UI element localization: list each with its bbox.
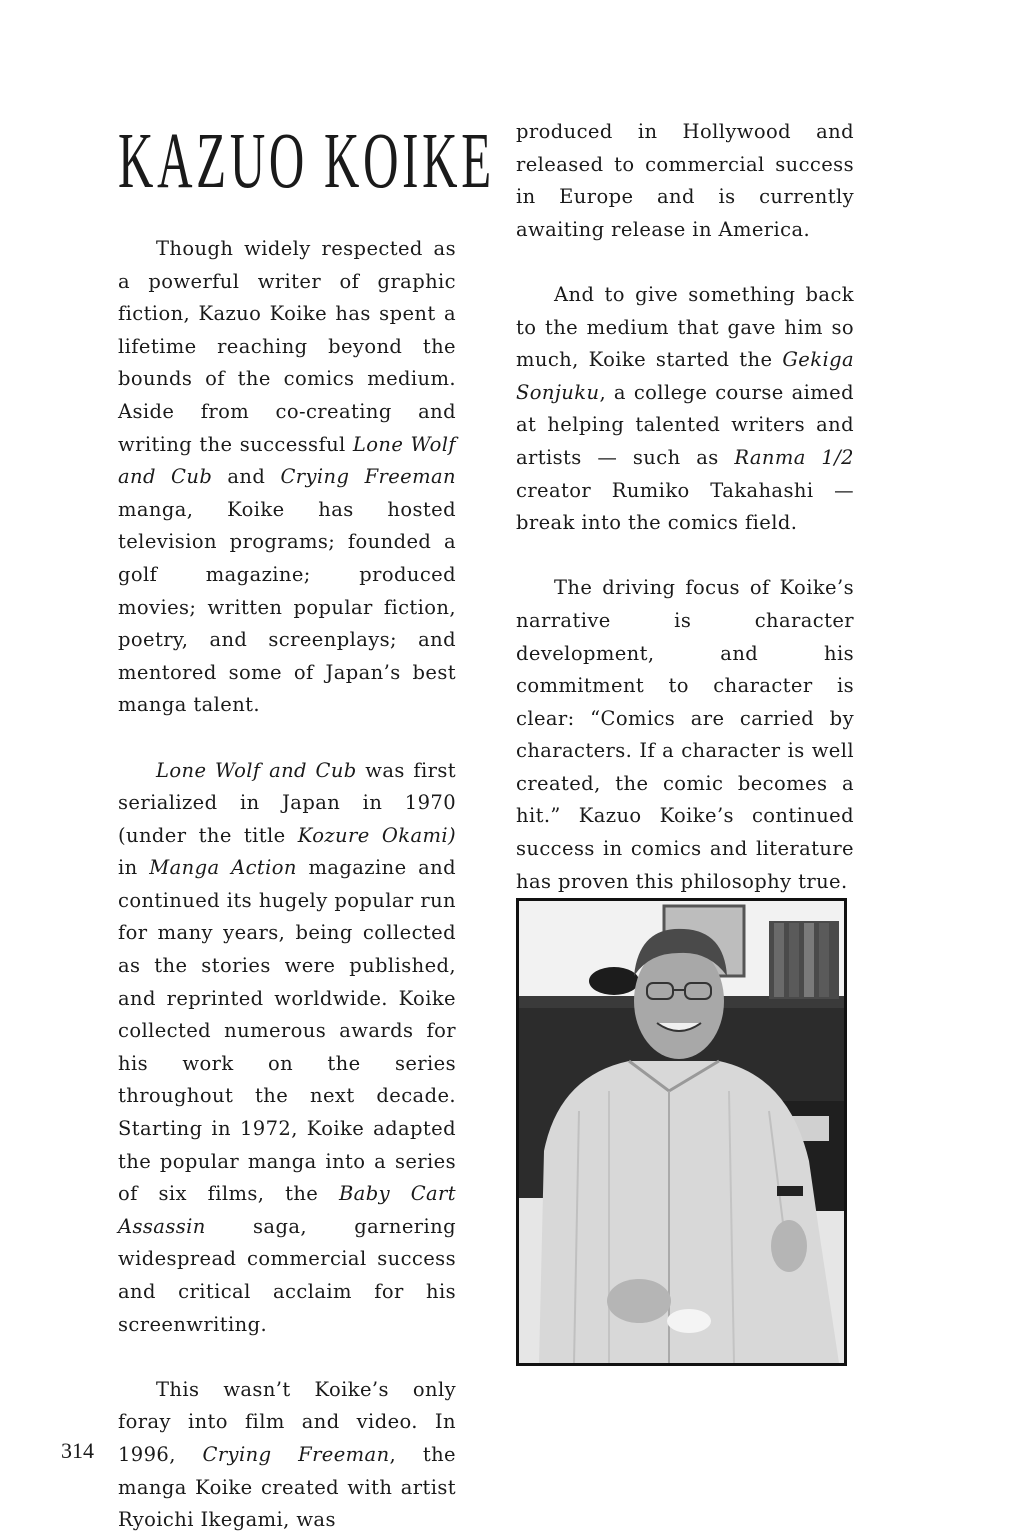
portrait-photo <box>519 901 844 1363</box>
text-run: Though widely respected as a powerful writer of graphic fiction, Kazuo Koike has spent a lifetime reaching beyond the bounds of the comics medium. Aside from co-creating and writing the successful <box>118 237 456 456</box>
text-run: , a college course aimed at helping talented writers and artists — such as <box>516 380 854 469</box>
page-number: 314 <box>61 1438 94 1463</box>
italic-title: Manga Action <box>149 856 297 880</box>
italic-title: Lone Wolf and Cub <box>118 432 456 489</box>
text-run: was first serialized in Japan in 1970 (under the title <box>118 758 456 847</box>
author-photo <box>516 898 847 1366</box>
text-run: magazine and continued its hugely popular run for many years, being collected as the stories were published, and reprinted worldwide. Koike collected numerous awards for his work on the series throughout the next decade. Starting in 1972, Koike adapted the popular manga into a series of six films, the <box>118 856 456 1206</box>
text-run: manga, Koike has hosted television programs; founded a golf magazine; produced movies; written popular fiction, poetry, and screenplays; and mentored some of Japan’s best manga talent. <box>118 497 456 717</box>
paragraph-continued: produced in Hollywood and released to commercial success in Europe and is currently awaiting release in America. <box>516 120 854 241</box>
italic-title: Baby Cart Assassin <box>118 1182 456 1238</box>
text-run: creator Rumiko Takahashi — break into the comics field. <box>516 478 854 535</box>
text-run: , the manga Koike created with artist Ryoichi Ikegami, was <box>118 1442 456 1532</box>
italic-title: Kozure Okami) <box>297 823 457 847</box>
text-run: and <box>212 465 281 489</box>
paragraph-gekiga <box>516 279 854 540</box>
paragraph-film <box>118 1374 456 1537</box>
paragraph-lone-wolf <box>118 755 456 1342</box>
italic-title: Ranma 1/2 <box>734 445 854 469</box>
text-run: This wasn’t Koike’s only foray into film and video. In 1996, <box>118 1377 456 1466</box>
text-run: in <box>118 856 150 880</box>
italic-title: Crying Freeman <box>202 1442 390 1466</box>
text-run: And to give something back to the medium that gave him so much, Koike started the <box>516 282 854 372</box>
text-run: saga, garnering widespread commercial success and critical acclaim for his screenwriting. <box>118 1214 456 1336</box>
italic-title: Gekiga Sonjuku <box>516 348 854 404</box>
italic-title: Crying Freeman <box>280 465 456 489</box>
italic-title: Lone Wolf and Cub <box>156 758 357 782</box>
right-column <box>516 116 854 898</box>
page-title: KAZUO KOIKE <box>118 118 495 205</box>
left-column <box>118 233 456 1537</box>
paragraph-intro <box>118 233 456 722</box>
paragraph-philosophy: The driving focus of Koike’s narrative is character development, and his commitment to character is clear: “Comics are carried by characters. If a character is well created, the comic becomes a hit.” Kazuo Koike’s continued success in comics and literature has proven this philosophy true. <box>516 576 854 893</box>
